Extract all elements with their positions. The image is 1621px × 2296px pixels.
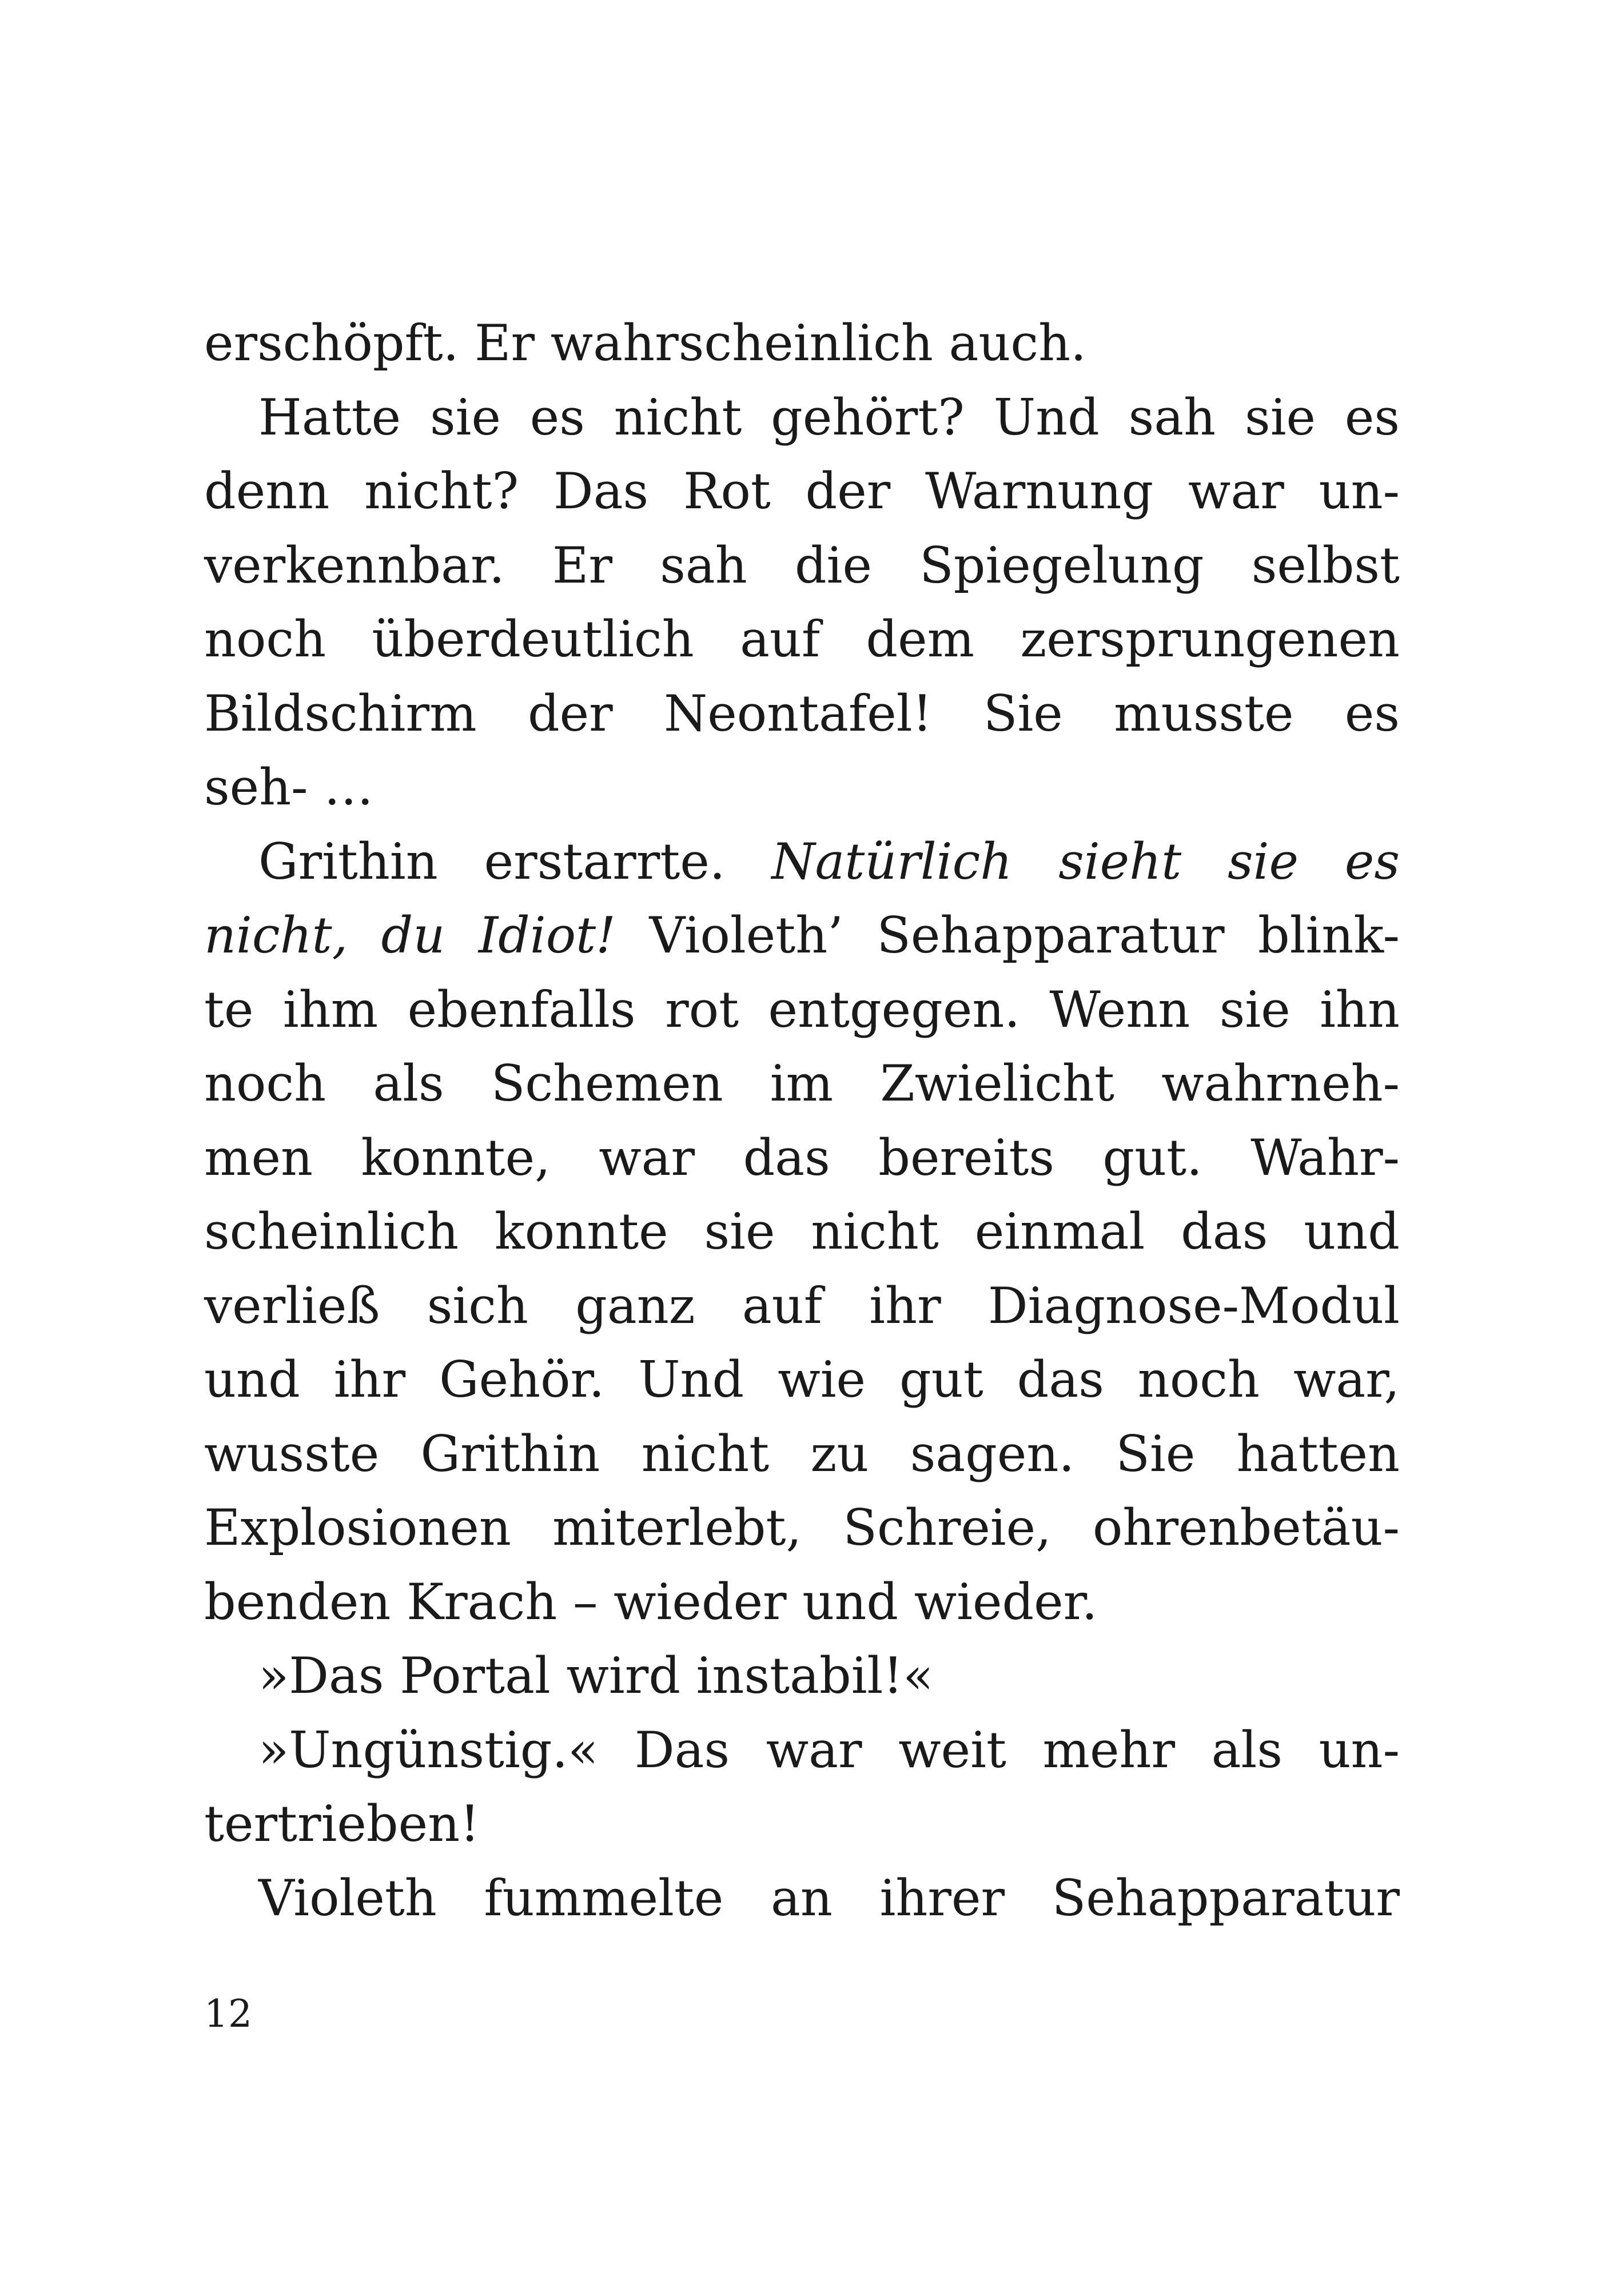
text-line: seh- … xyxy=(204,758,374,816)
text-line xyxy=(204,825,1400,899)
text-line: scheinlich konnte sie nicht einmal das und xyxy=(204,1202,1400,1261)
text-line: erschöpft. Er wahrscheinlich auch. xyxy=(204,314,1086,372)
text-line: te ihm ebenfalls rot entgegen. Wenn sie ihn xyxy=(204,980,1400,1039)
text-line: Violeth fummelte an ihrer Sehapparatur xyxy=(258,1868,1400,1927)
emphasis-text: nicht, du Idiot! xyxy=(204,906,616,964)
body-text xyxy=(204,306,1400,1935)
text-line xyxy=(204,899,1400,973)
text-line: benden Krach – wieder und wieder. xyxy=(204,1572,1098,1631)
text-run: Grithin erstarrte. xyxy=(258,832,726,891)
text-line: noch als Schemen im Zwielicht wahrneh- xyxy=(204,1054,1400,1113)
text-line: verließ sich ganz auf ihr Diagnose-Modul xyxy=(204,1276,1400,1335)
text-line: Bildschirm der Neontafel! Sie musste es xyxy=(204,684,1400,743)
text-line: Explosionen miterlebt, Schreie, ohrenbetäu- xyxy=(204,1498,1400,1557)
text-line: und ihr Gehör. Und wie gut das noch war, xyxy=(204,1350,1400,1409)
text-line: men konnte, war das bereits gut. Wahr- xyxy=(204,1128,1400,1187)
text-line: denn nicht? Das Rot der Warnung war un- xyxy=(204,462,1400,520)
text-line: noch überdeutlich auf dem zersprungenen xyxy=(204,610,1400,668)
text-line: Hatte sie es nicht gehört? Und sah sie es xyxy=(258,388,1400,447)
text-line: wusste Grithin nicht zu sagen. Sie hatten xyxy=(204,1424,1400,1483)
text-run: Violeth’ Sehapparatur blink- xyxy=(649,906,1400,964)
text-line: tertrieben! xyxy=(204,1795,480,1853)
text-line: »Ungünstig.« Das war weit mehr als un- xyxy=(258,1720,1400,1779)
text-line: verkennbar. Er sah die Spiegelung selbst xyxy=(204,536,1400,595)
text-line: »Das Portal wird instabil!« xyxy=(258,1647,934,1705)
emphasis-text: Natürlich sieht sie es xyxy=(771,832,1400,891)
page-number: 12 xyxy=(204,1992,252,2036)
